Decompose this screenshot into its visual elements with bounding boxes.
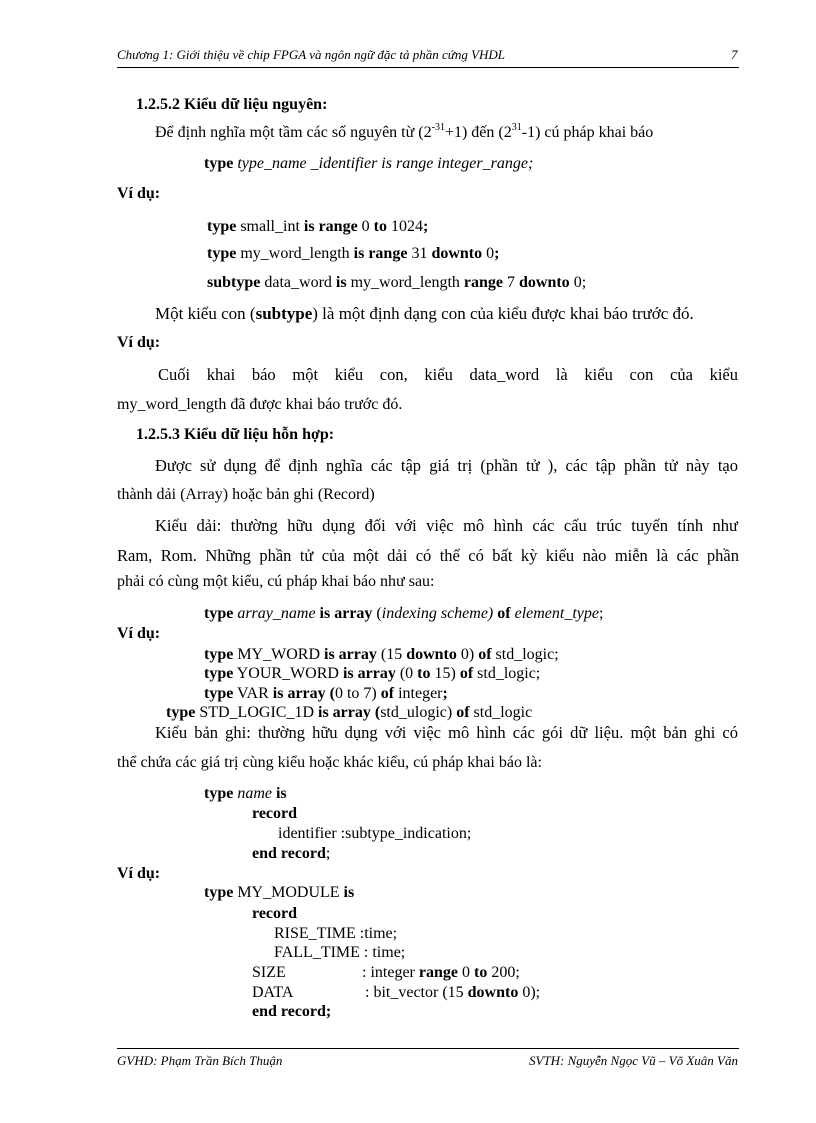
example-label: Ví dụ: (117, 185, 161, 202)
record-field-size-type: : integer range 0 to 200; (362, 964, 520, 981)
example-data-word: subtype data_word is my_word_length range 7 downto 0; (207, 274, 587, 291)
record-description: thể chứa các giá trị cùng kiểu hoặc khác kiểu, cú pháp khai báo là: (117, 754, 542, 771)
record-field-rise-time: RISE_TIME :time; (274, 925, 398, 942)
record-syntax-type: type name is (204, 785, 287, 802)
record-example-record: record (252, 905, 298, 922)
record-field-data: DATA (252, 984, 294, 1001)
footer-instructor: GVHD: Phạm Trần Bích Thuận (117, 1053, 283, 1068)
page-number: 7 (731, 47, 738, 62)
record-field-size: SIZE (252, 964, 286, 981)
integer-syntax: type type_name _identifier is range integer_range; (204, 155, 534, 172)
example-label: Ví dụ: (117, 865, 161, 882)
record-example-end: end record; (252, 1003, 332, 1020)
section-heading-1-2-5-2: 1.2.5.2 Kiểu dữ liệu nguyên: (136, 96, 328, 113)
composite-intro: thành dải (Array) hoặc bản ghi (Record) (117, 486, 375, 503)
array-syntax: type array_name is array (indexing scheme) of element_type; (204, 605, 604, 622)
subtype-example-text: my_word_length đã được khai báo trước đó. (117, 396, 403, 413)
subtype-example-text: Cuối khai báo một kiểu con, kiểu data_word là kiểu con của kiểu (158, 365, 738, 384)
array-description: phải có cùng một kiểu, cú pháp khai báo như sau: (117, 573, 435, 590)
record-field-data-type: : bit_vector (15 downto 0); (365, 984, 541, 1001)
header-rule (117, 67, 739, 68)
footer-rule (117, 1048, 739, 1049)
running-header-title: Chương 1: Giới thiệu về chip FPGA và ngôn ngữ đặc tả phần cứng VHDL (117, 47, 506, 62)
footer-students: SVTH: Nguyễn Ngọc Vũ – Võ Xuân Văn (528, 1053, 738, 1068)
array-example-your-word: type YOUR_WORD is array (0 to 15) of std_logic; (204, 665, 541, 682)
composite-intro: Được sử dụng để định nghĩa các tập giá trị (phần tử ), các tập phần tử này tạo (155, 456, 738, 475)
array-example-std-logic-1d: type STD_LOGIC_1D is array (std_ulogic) of std_logic (166, 704, 533, 721)
record-description: Kiểu bản ghi: thường hữu dụng với việc mô hình các gói dữ liệu. một bản ghi có (155, 723, 738, 742)
section-heading-1-2-5-3: 1.2.5.3 Kiểu dữ liệu hỗn hợp: (136, 426, 335, 443)
record-syntax-end: end record; (252, 845, 331, 862)
record-syntax-record: record (252, 805, 298, 822)
array-example-var: type VAR is array (0 to 7) of integer; (204, 685, 448, 702)
array-example-my-word: type MY_WORD is array (15 downto 0) of std_logic; (204, 646, 559, 663)
subtype-explanation: Một kiểu con (subtype) là một định dạng con của kiểu được khai báo trước đó. (155, 304, 694, 323)
record-example-type: type MY_MODULE is (204, 884, 355, 901)
example-label: Ví dụ: (117, 625, 161, 642)
example-my-word-length: type my_word_length is range 31 downto 0; (207, 245, 500, 262)
example-small-int: type small_int is range 0 to 1024; (207, 218, 429, 235)
integer-intro: Để định nghĩa một tầm các số nguyên từ $(2^{-31}+1)$ đến $(2^{31}-1)$ cú pháp khai báo (155, 122, 654, 141)
array-description: Kiểu dải: thường hữu dụng đối với việc mô hình các cấu trúc tuyến tính như (155, 516, 738, 535)
record-syntax-field: identifier :subtype_indication; (278, 825, 472, 842)
record-field-fall-time: FALL_TIME : time; (274, 944, 406, 961)
example-label: Ví dụ: (117, 334, 161, 351)
array-description: Ram, Rom. Những phần tử của một dải có thể có bất kỳ kiểu nào miễn là các phần (117, 546, 739, 565)
